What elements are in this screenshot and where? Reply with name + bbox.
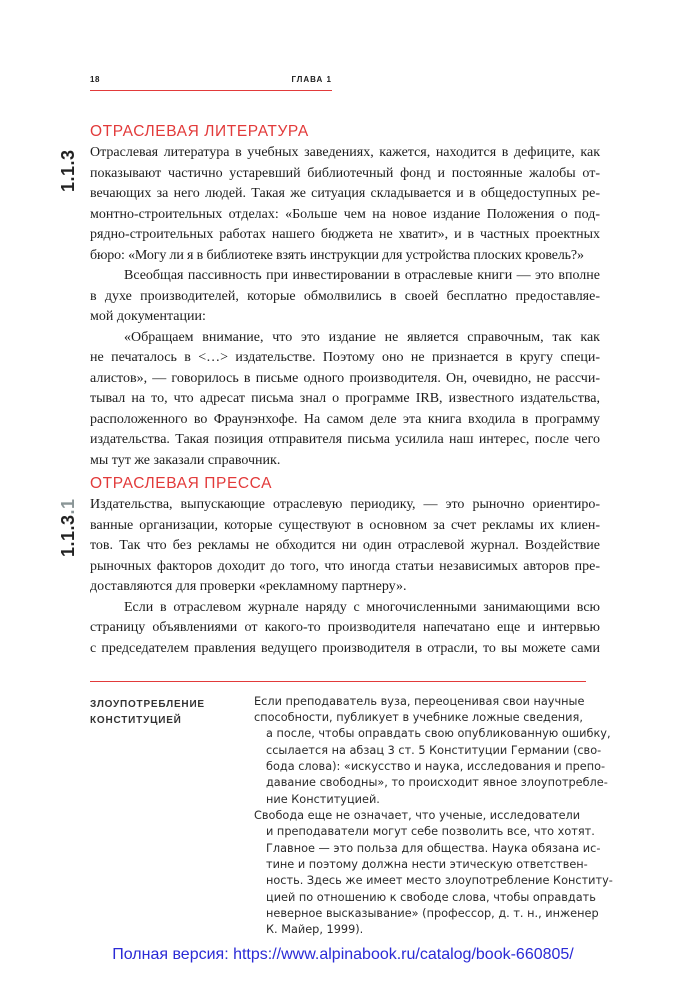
body-line: Издательства, выпускающие отраслевую периодику, — это рыночно ориентиро- — [90, 497, 600, 512]
sidenote-label-line: КОНСТИТУЦИЕЙ — [90, 715, 182, 726]
section-number-1-1-3: 1.1.3 — [58, 149, 78, 192]
body-line: «Обращаем внимание, что это издание не является справочным, так как — [124, 330, 600, 345]
body-line: ванные организации, которые существуют в основном за счет рекламы их клиен- — [90, 518, 600, 533]
sidenote-divider — [90, 681, 586, 682]
sidenote-line: ние Конституцией. — [266, 793, 380, 806]
body-line: Если в отраслевом журнале наряду с многочисленными занимающими всю — [124, 600, 600, 615]
page-number: 18 — [90, 75, 100, 84]
sidenote-line: К. Майер, 1999). — [266, 923, 364, 936]
sidenote-line: бода слова): «искусство и наука, исследования и препо- — [266, 760, 606, 773]
section-number-main: 1.1.3 — [58, 514, 78, 557]
body-line: мы тут же заказали справочник. — [90, 453, 281, 468]
body-line: тов. Так что без рекламы не обходится ни один отраслевой журнал. Воздействие — [90, 538, 600, 553]
section-number-sub: .1 — [58, 498, 78, 515]
body-line: алистов», — говорилось в письме одного производителя. Он, очевидно, не рассчи- — [90, 371, 600, 386]
chapter-title: ГЛАВА 1 — [291, 75, 332, 84]
sidenote-line: и преподаватели могут себе позволить все, что хотят. — [266, 825, 595, 838]
body-line: тывал на то, что адресат письма знал о программе IRB, известного издательства, — [90, 391, 600, 406]
body-line: монтно-строительных отделах: «Больше чем на новое издание Положения о под- — [90, 207, 600, 222]
sidenote-line: способности, публикует в учебнике ложные сведения, — [254, 711, 583, 724]
body-line: Всеобщая пассивность при инвестировании в отраслевые книги — это вполне — [124, 268, 600, 283]
sidenote-line: ссылается на абзац 3 ст. 5 Конституции Германии (сво- — [266, 744, 602, 757]
body-line: Отраслевая литература в учебных заведениях, кажется, находится в дефиците, как — [90, 145, 600, 160]
body-line: бюро: «Могу ли я в библиотеке взять инструкции для устройства плоских кровель?» — [90, 248, 584, 263]
body-line: страницу объявлениями от какого-то производителя напечатано еще и интервью — [90, 620, 600, 635]
sidenote-line: цией по отношению к свободе слова, чтобы оправдать — [266, 891, 596, 904]
body-line: рыночных факторов доходит до того, что иногда статьи независимых авторов пре- — [90, 559, 600, 574]
body-line: показывают частично устаревший библиотечный фонд и постоянные жалобы от- — [90, 166, 600, 181]
sidenote-line: Если преподаватель вуза, переоценивая свои научные — [254, 695, 585, 708]
body-line: доставляются для проверки «рекламному партнеру». — [90, 579, 407, 594]
body-line: расположенного во Фраунэнхофе. На самом деле эта книга входила в программу — [90, 412, 600, 427]
section-heading-literature: ОТРАСЛЕВАЯ ЛИТЕРАТУРА — [90, 123, 309, 140]
running-header — [90, 72, 332, 91]
body-line: в духе производителей, которые обмолвились в своей бесплатно предоставляе- — [90, 289, 600, 304]
sidenote-line: а после, чтобы оправдать свою опубликованную ошибку, — [266, 727, 611, 740]
sidenote-line: Главное — это польза для общества. Наука обязана ис- — [266, 842, 601, 855]
body-line: вечающих за него людей. Такая же ситуация складывается и в общедоступных ре- — [90, 186, 600, 201]
body-line: рядно-строительных работах нашего бюджета не хватит», и в частных проектных — [90, 227, 600, 242]
sidenote-line: давание свободны», то происходит явное злоупотребле- — [266, 776, 608, 789]
body-line: издательства. Такая позиция отправителя письма усилила наш интерес, после чего — [90, 432, 600, 447]
sidenote-label — [90, 697, 205, 729]
body-line: не печаталось в <…> издательстве. Поэтому оно не признается в кругу специ- — [90, 350, 600, 365]
body-line: с председателем правления ведущего производителя в отрасли, то вы можете сами — [90, 641, 600, 656]
sidenote-label-line: ЗЛОУПОТРЕБЛЕНИЕ — [90, 699, 205, 710]
section-heading-press: ОТРАСЛЕВАЯ ПРЕССА — [90, 475, 273, 492]
body-line: мой документации: — [90, 309, 206, 324]
sidenote-line: тине и поэтому должна нести этическую ответствен- — [266, 858, 588, 871]
full-version-link[interactable]: Полная версия: https://www.alpinabook.ru/catalog/book-660805/ — [112, 946, 574, 963]
section-number-1-1-3-1 — [58, 498, 79, 557]
sidenote-line: Свобода еще не означает, что ученые, исследователи — [254, 809, 581, 822]
sidenote-line: ность. Здесь же имеет место злоупотребление Конститу- — [266, 874, 613, 887]
sidenote-line: неверное высказывание» (профессор, д. т. н., инженер — [266, 907, 599, 920]
